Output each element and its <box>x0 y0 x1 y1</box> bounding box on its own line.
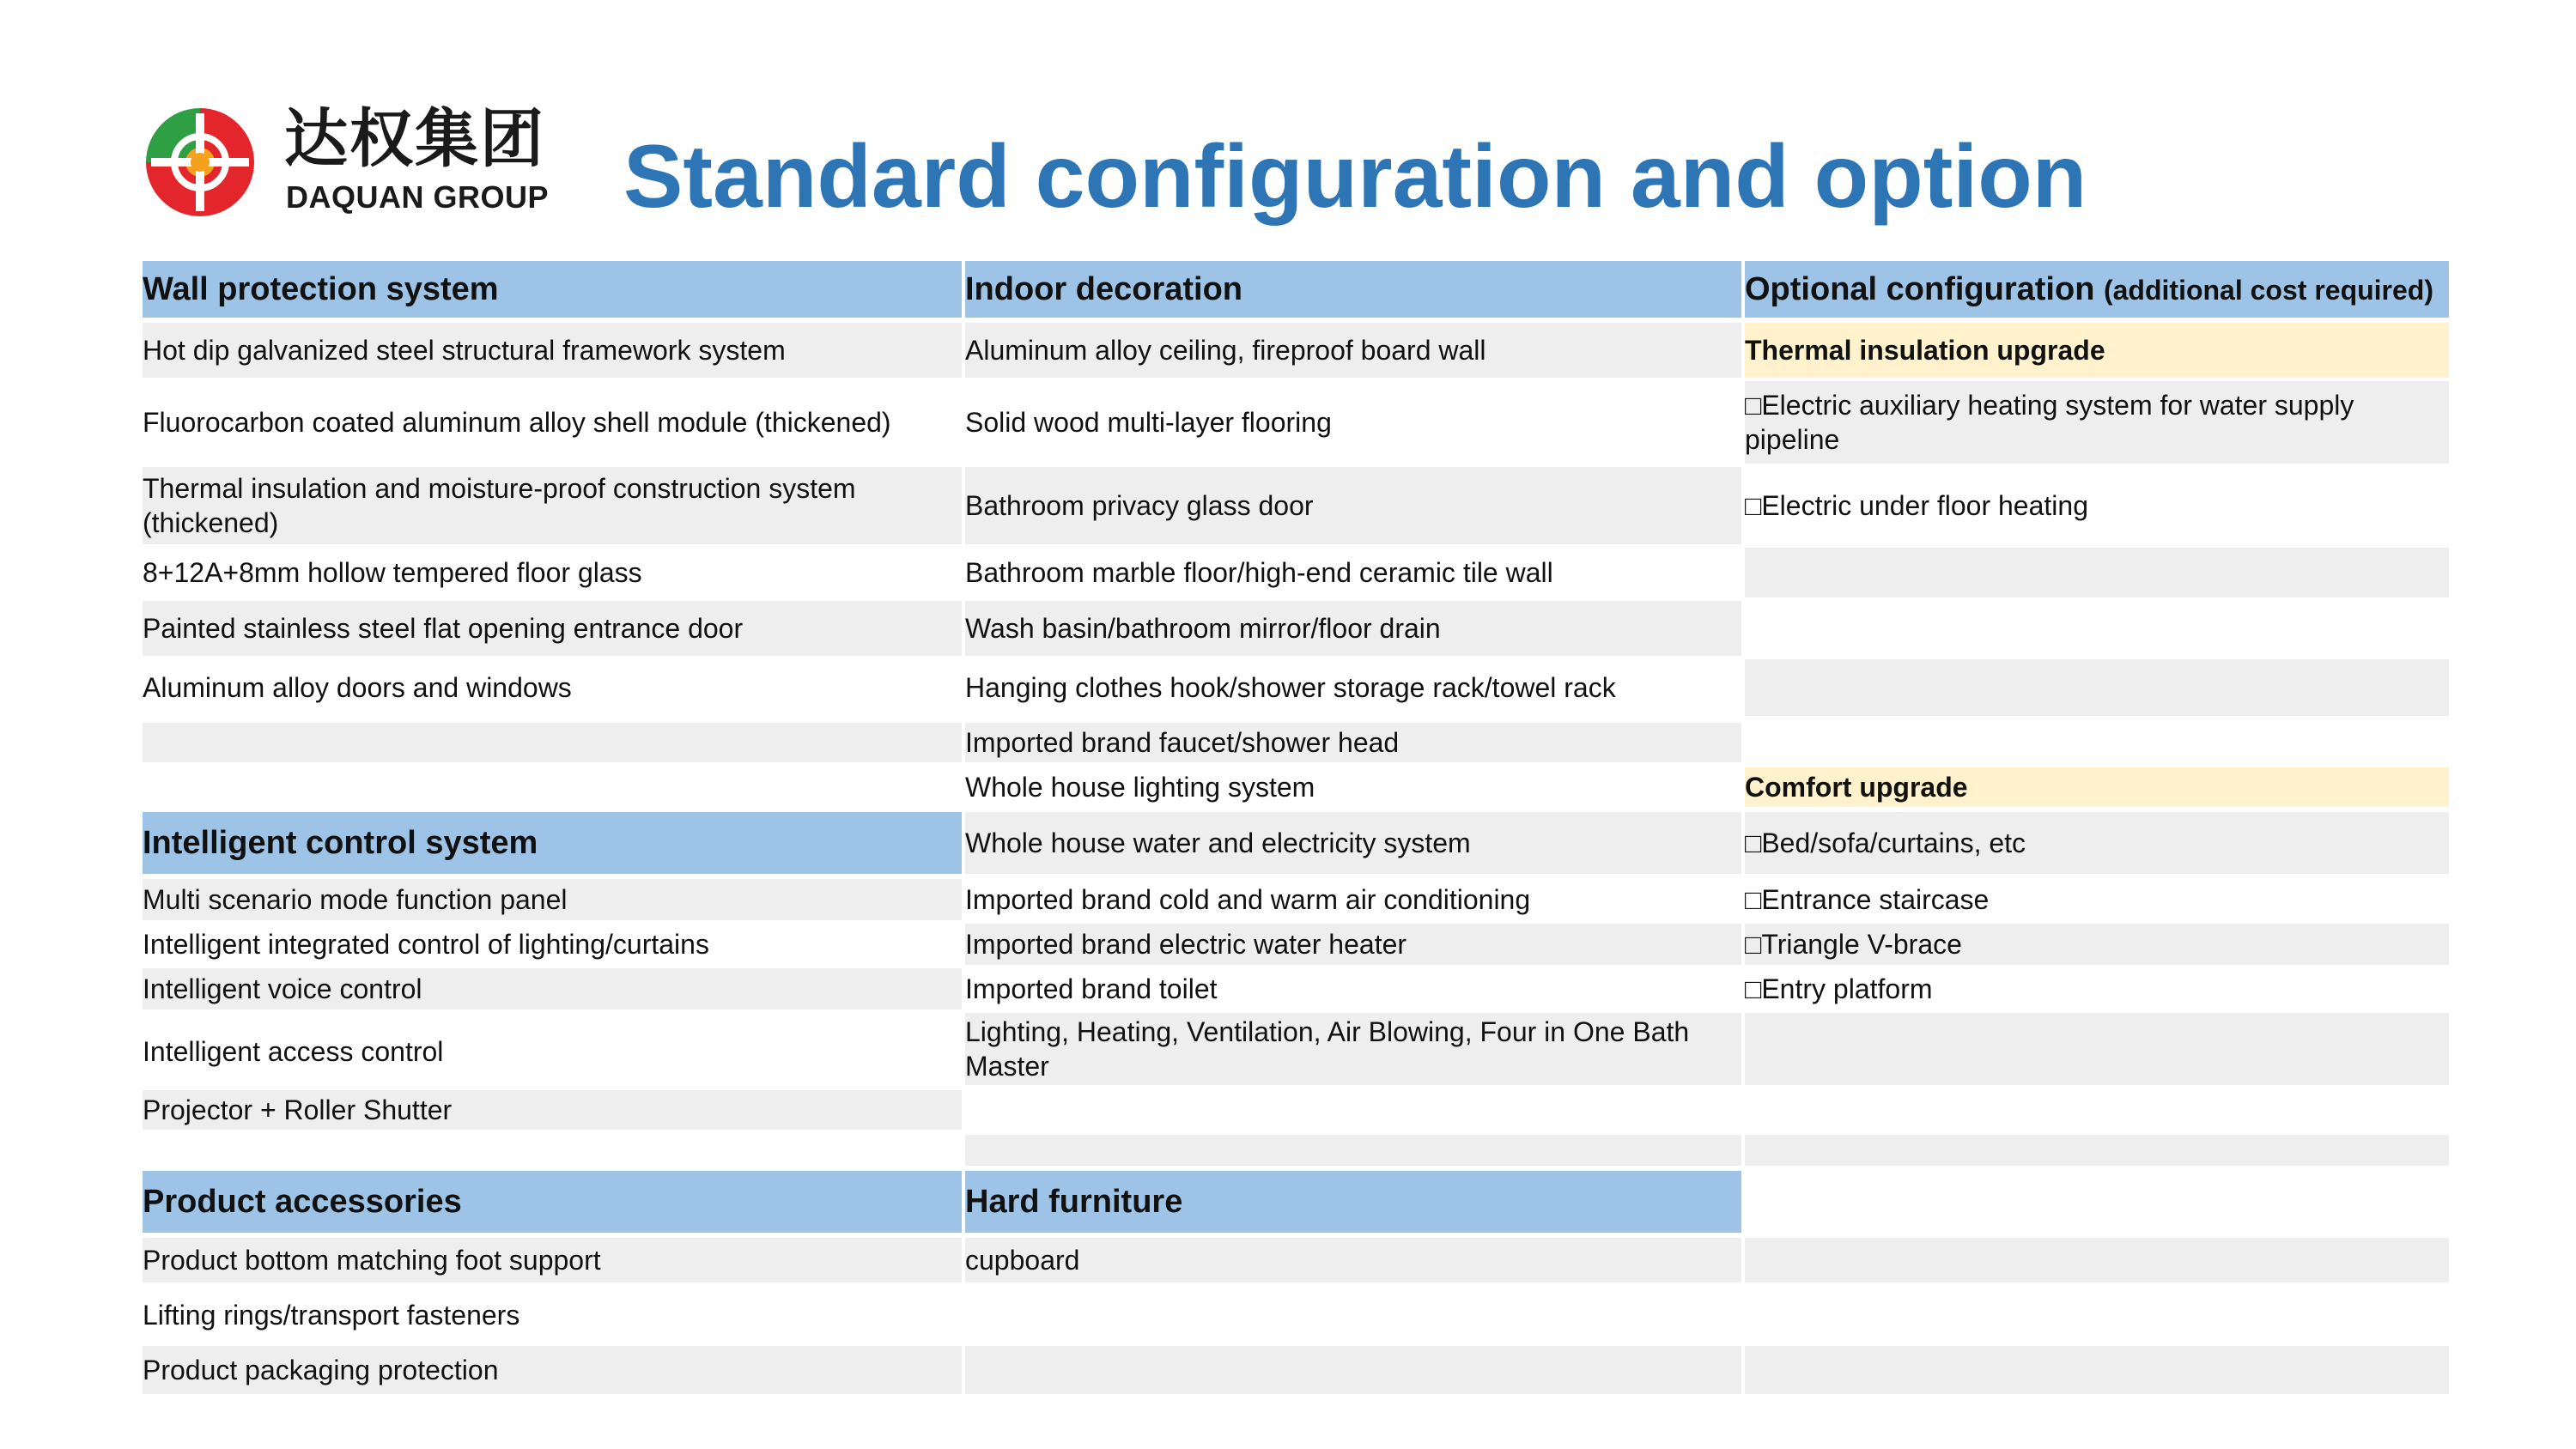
intelligent-item-label: Intelligent integrated control of lighting/curtains <box>143 929 709 960</box>
intelligent-item <box>143 924 962 965</box>
indoor-item <box>965 968 1741 1009</box>
intelligent-item-label: Intelligent voice control <box>143 973 422 1004</box>
wall-item <box>143 548 962 597</box>
indoor-item <box>965 1013 1741 1085</box>
wall-item-label: Hot dip galvanized steel structural framework system <box>143 335 786 366</box>
option-item <box>1745 968 2449 1009</box>
page-title: Standard configuration and option <box>623 127 2087 227</box>
option-item-label: □Electric auxiliary heating system for water supply pipeline <box>1745 390 2354 455</box>
indoor-item <box>965 467 1741 544</box>
optional-configuration-header-label <box>1745 272 2433 307</box>
daquan-logo-icon <box>143 105 258 220</box>
wall-item-label: Thermal insulation and moisture-proof construction system (thickened) <box>143 473 856 538</box>
indoor-item <box>965 601 1741 656</box>
logo-chinese-text: 达权集团 <box>284 102 545 176</box>
wall-item <box>143 467 962 544</box>
intelligent-item <box>143 1090 962 1130</box>
indoor-item <box>965 323 1741 378</box>
accessory-item <box>143 1346 962 1394</box>
option-item-label: □Triangle V-brace <box>1745 929 1962 960</box>
option-item <box>1745 381 2449 464</box>
empty-cell <box>965 1135 1741 1166</box>
empty-cell <box>965 1346 1741 1394</box>
intelligent-item <box>143 968 962 1009</box>
option-item-label: □Electric under floor heating <box>1745 490 2088 521</box>
wall-item <box>143 381 962 464</box>
option-item-label: □Bed/sofa/curtains, etc <box>1745 828 2026 858</box>
wall-item-label: Painted stainless steel flat opening entrance door <box>143 613 744 644</box>
empty-cell <box>1745 1346 2449 1394</box>
furniture-item <box>965 1238 1741 1282</box>
indoor-item-label: Solid wood multi-layer flooring <box>965 407 1332 438</box>
furniture-item-label: cupboard <box>965 1245 1080 1276</box>
option-item-label: □Entry platform <box>1745 973 1933 1004</box>
indoor-item <box>965 723 1741 762</box>
indoor-item-label: Imported brand cold and warm air conditioning <box>965 884 1531 915</box>
indoor-item <box>965 659 1741 716</box>
thermal-upgrade-header <box>1745 323 2449 378</box>
wall-protection-header-label: Wall protection system <box>143 271 499 307</box>
thermal-upgrade-header-label: Thermal insulation upgrade <box>1745 335 2105 366</box>
option-item <box>1745 467 2449 544</box>
accessory-item-label: Product bottom matching foot support <box>143 1245 601 1276</box>
wall-item <box>143 659 962 716</box>
indoor-item-label: Lighting, Heating, Ventilation, Air Blowing, Four in One Bath Master <box>965 1016 1690 1082</box>
empty-cell <box>1745 548 2449 597</box>
optional-header-note: (additional cost required) <box>2103 274 2433 306</box>
wall-item <box>143 601 962 656</box>
indoor-item-label: Imported brand faucet/shower head <box>965 727 1400 758</box>
empty-cell <box>143 723 962 762</box>
intelligent-item <box>143 879 962 920</box>
product-accessories-header-label: Product accessories <box>143 1184 462 1220</box>
empty-cell <box>1745 1135 2449 1166</box>
wall-protection-header <box>143 261 962 318</box>
indoor-item-label: Bathroom marble floor/high-end ceramic tile wall <box>965 557 1553 588</box>
indoor-item <box>965 879 1741 920</box>
indoor-item-label: Bathroom privacy glass door <box>965 490 1314 521</box>
indoor-decoration-header <box>965 261 1741 318</box>
optional-configuration-header <box>1745 261 2449 318</box>
logo-english-text: DAQUAN GROUP <box>286 179 550 215</box>
indoor-item <box>965 548 1741 597</box>
intelligent-item-label: Multi scenario mode function panel <box>143 884 568 915</box>
comfort-upgrade-header <box>1745 767 2449 807</box>
wall-item-label: Fluorocarbon coated aluminum alloy shell module (thickened) <box>143 407 891 438</box>
hard-furniture-header <box>965 1171 1741 1233</box>
daquan-logo <box>143 101 555 221</box>
optional-header-main: Optional configuration <box>1745 270 2095 307</box>
comfort-upgrade-header-label: Comfort upgrade <box>1745 772 1968 803</box>
wall-item-label: Aluminum alloy doors and windows <box>143 672 572 703</box>
indoor-item-label: Wash basin/bathroom mirror/floor drain <box>965 613 1441 644</box>
indoor-item-label: Aluminum alloy ceiling, fireproof board wall <box>965 335 1486 366</box>
indoor-decoration-header-label: Indoor decoration <box>965 271 1242 307</box>
indoor-item-label: Whole house lighting system <box>965 772 1315 803</box>
indoor-item <box>965 767 1741 807</box>
option-item <box>1745 812 2449 874</box>
indoor-item <box>965 381 1741 464</box>
intelligent-control-header <box>143 812 962 874</box>
accessory-item <box>143 1238 962 1282</box>
accessory-item-label: Product packaging protection <box>143 1355 499 1385</box>
wall-item-label: 8+12A+8mm hollow tempered floor glass <box>143 557 642 588</box>
indoor-item-label: Hanging clothes hook/shower storage rack/towel rack <box>965 672 1616 703</box>
indoor-item-label: Whole house water and electricity system <box>965 828 1471 858</box>
indoor-item-label: Imported brand electric water heater <box>965 929 1407 960</box>
hard-furniture-header-label: Hard furniture <box>965 1184 1183 1220</box>
empty-cell <box>1745 1238 2449 1282</box>
indoor-item <box>965 924 1741 965</box>
option-item-label: □Entrance staircase <box>1745 884 1990 915</box>
empty-cell <box>1745 1013 2449 1085</box>
intelligent-item-label: Projector + Roller Shutter <box>143 1094 453 1125</box>
accessory-item <box>143 1291 962 1339</box>
wall-item <box>143 323 962 378</box>
indoor-item <box>965 812 1741 874</box>
accessory-item-label: Lifting rings/transport fasteners <box>143 1300 520 1331</box>
empty-cell <box>1745 659 2449 716</box>
intelligent-control-header-label: Intelligent control system <box>143 825 538 861</box>
option-item <box>1745 879 2449 920</box>
intelligent-item-label: Intelligent access control <box>143 1036 444 1067</box>
indoor-item-label: Imported brand toilet <box>965 973 1218 1004</box>
option-item <box>1745 924 2449 965</box>
product-accessories-header <box>143 1171 962 1233</box>
intelligent-item <box>143 1013 962 1090</box>
